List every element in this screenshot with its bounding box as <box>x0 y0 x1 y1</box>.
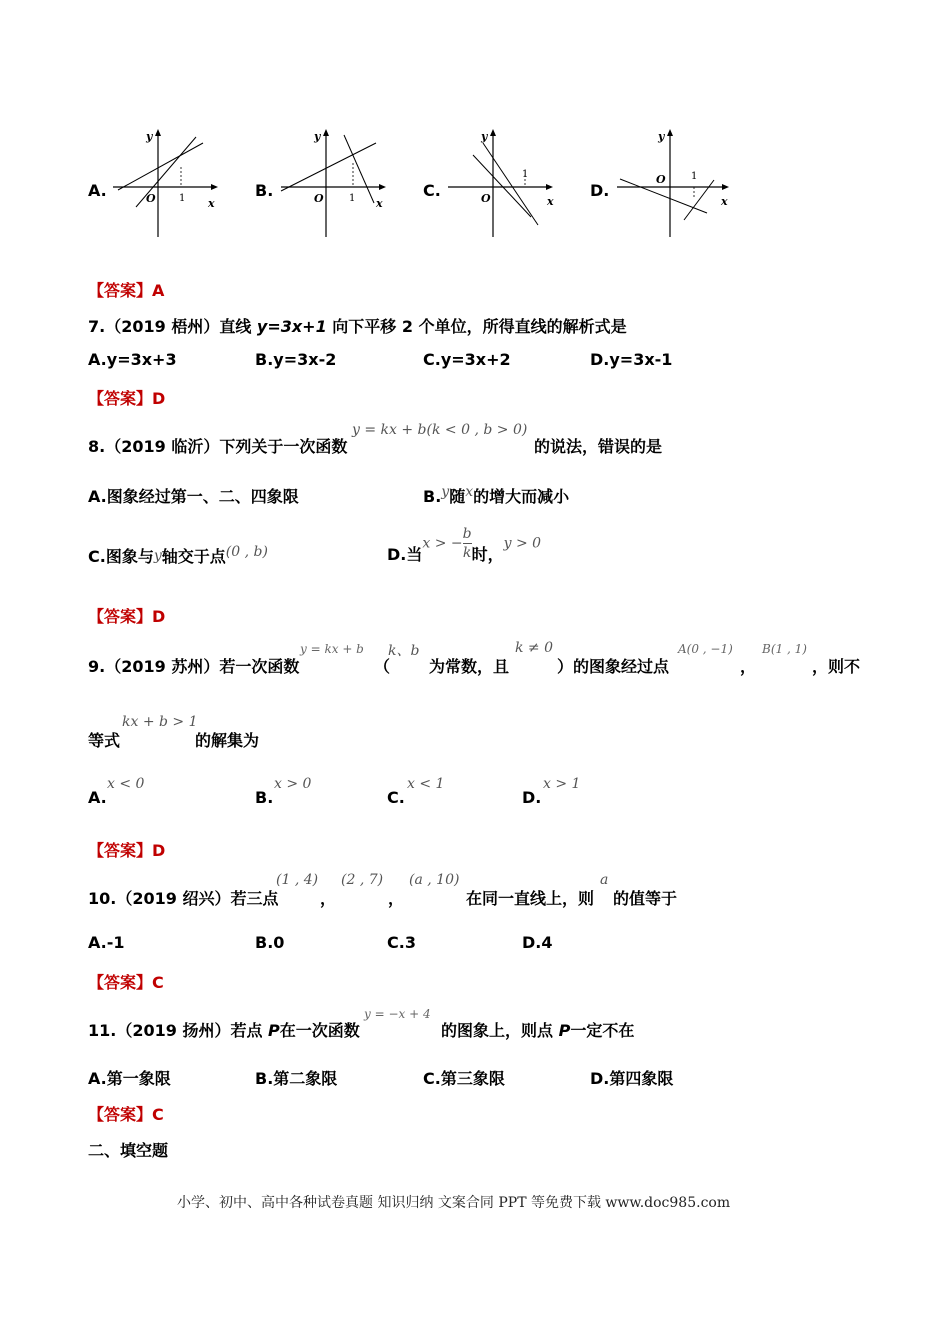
page-footer: 小学、初中、高中各种试卷真题 知识归纳 文案合同 PPT 等免费下载 www.doc985.com <box>177 1195 731 1211</box>
q7-stem-suffix: 向下平移 2 个单位，所得直线的解析式是 <box>326 317 627 336</box>
q11-option-b: B.第二象限 <box>255 1069 338 1088</box>
q10-comma1: ， <box>320 889 337 908</box>
q8-option-b <box>423 484 569 507</box>
q11-stem-mid2: 的图象上，则点 <box>441 1021 559 1040</box>
q11-stem-tail: 一定不在 <box>570 1021 635 1040</box>
svg-text:y: y <box>658 130 665 143</box>
svg-text:1: 1 <box>522 169 529 180</box>
q7-option-d: D.y=3x-1 <box>590 350 673 369</box>
q8-option-d <box>387 522 541 565</box>
q11-stem-prefix: 11.（2019 扬州）若点 <box>88 1021 269 1040</box>
q9-math-constants: k、b <box>388 643 420 659</box>
q10-stem-tail: 的值等于 <box>613 889 678 908</box>
q10-math-point3: (a , 10) <box>409 872 460 888</box>
q10-math-point2: (2 , 7) <box>341 872 384 888</box>
math-var: y <box>441 484 450 500</box>
math-ineq: x > − <box>422 535 463 552</box>
q9-line2-prefix: 等式 <box>88 731 121 750</box>
q8-option-c <box>88 544 268 567</box>
q11-answer: 【答案】C <box>88 1105 164 1124</box>
q10-option-a: A.-1 <box>88 933 125 952</box>
option-text: 轴交于点 <box>161 547 226 566</box>
q9-option-c-math: x < 1 <box>407 776 445 792</box>
q11-math-function: y = −x + 4 <box>364 1007 431 1021</box>
q9-stem-mid1: 为常数，且 <box>429 657 510 676</box>
q9-stem-prefix: 9.（2019 苏州）若一次函数 <box>88 657 300 676</box>
frac-denominator: k <box>462 545 472 561</box>
q7-answer: 【答案】D <box>88 389 166 408</box>
q8-option-a: A.图象经过第一、二、四象限 <box>88 487 299 506</box>
q10-option-b: B.0 <box>255 933 285 952</box>
q9-option-b-math: x > 0 <box>274 776 312 792</box>
q9-option-b-label: B. <box>255 788 274 807</box>
q9-stem-mid2: ）的图象经过点 <box>557 657 670 676</box>
svg-text:y: y <box>314 130 321 143</box>
q11-point-p: P <box>558 1021 571 1040</box>
option-text: C.图象与 <box>88 547 154 566</box>
option-text: D.当 <box>387 545 423 564</box>
q9-line2-suffix: 的解集为 <box>195 731 260 750</box>
graph-d <box>612 125 732 240</box>
q11-stem-start <box>88 1018 360 1041</box>
q11-point-p: P <box>268 1021 280 1040</box>
option-label: B. <box>423 487 442 506</box>
q7-stem <box>88 314 627 337</box>
q10-option-d: D.4 <box>522 933 553 952</box>
q9-option-a-math: x < 0 <box>107 776 145 792</box>
svg-text:O: O <box>314 192 324 205</box>
q10-option-c: C.3 <box>387 933 416 952</box>
q7-option-b: B.y=3x-2 <box>255 350 337 369</box>
q9-math-condition: k ≠ 0 <box>515 640 554 656</box>
q10-stem-mid: 在同一直线上，则 <box>466 889 595 908</box>
q11-option-a: A.第一象限 <box>88 1069 171 1088</box>
q9-math-function: y = kx + b <box>300 642 364 656</box>
q9-option-a-label: A. <box>88 788 107 807</box>
option-text: 的增大而减小 <box>473 487 570 506</box>
option-label: D. <box>590 181 610 200</box>
q11-stem-end <box>441 1018 634 1041</box>
svg-text:x: x <box>547 195 554 208</box>
math-point: (0 , b) <box>225 544 268 560</box>
q10-math-point1: (1 , 4) <box>276 872 319 888</box>
math-var: x <box>465 484 474 500</box>
q8-stem-suffix: 的说法，错误的是 <box>534 437 663 456</box>
q11-option-c: C.第三象限 <box>423 1069 505 1088</box>
q10-comma2: ， <box>388 889 405 908</box>
svg-text:x: x <box>376 197 383 210</box>
option-label: B. <box>255 181 274 200</box>
q11-stem-mid1: 在一次函数 <box>279 1021 360 1040</box>
graph-c <box>443 125 558 240</box>
q8-stem-prefix: 8.（2019 临沂）下列关于一次函数 <box>88 437 348 456</box>
q9-option-c-label: C. <box>387 788 405 807</box>
q6-answer: 【答案】A <box>88 281 165 300</box>
svg-text:y: y <box>481 130 488 143</box>
svg-text:1: 1 <box>349 193 356 204</box>
q9-math-point-a: A(0 , −1) <box>678 642 733 656</box>
q9-stem-tail: ，则不 <box>812 657 861 676</box>
graph-a <box>108 125 223 240</box>
q10-math-var: a <box>600 872 609 888</box>
q7-stem-eq: y=3x+1 <box>256 317 327 336</box>
frac-numerator: b <box>462 526 472 542</box>
svg-text:O: O <box>656 173 666 186</box>
option-label: A. <box>88 181 107 200</box>
section-heading: 二、填空题 <box>88 1141 169 1160</box>
q8-answer: 【答案】D <box>88 607 166 626</box>
svg-text:O: O <box>146 192 156 205</box>
q9-option-d-label: D. <box>522 788 542 807</box>
option-label: C. <box>423 181 441 200</box>
math-fraction <box>463 525 472 562</box>
q10-stem-prefix: 10.（2019 绍兴）若三点 <box>88 889 279 908</box>
q9-option-d-math: x > 1 <box>543 776 581 792</box>
svg-text:x: x <box>208 197 215 210</box>
svg-text:1: 1 <box>179 193 186 204</box>
svg-text:1: 1 <box>691 171 698 182</box>
q7-option-a: A.y=3x+3 <box>88 350 177 369</box>
graph-b <box>276 125 391 240</box>
q9-answer: 【答案】D <box>88 841 166 860</box>
q8-stem-math: y = kx + b(k < 0 , b > 0) <box>352 422 528 438</box>
q9-paren-open: （ <box>374 657 391 676</box>
q9-comma: ， <box>740 657 757 676</box>
math-var: y <box>153 548 162 564</box>
q7-stem-prefix: 7.（2019 梧州）直线 <box>88 317 257 336</box>
svg-text:x: x <box>721 195 728 208</box>
svg-text:y: y <box>146 130 153 143</box>
q9-math-inequality: kx + b > 1 <box>122 714 198 730</box>
q11-option-d: D.第四象限 <box>590 1069 674 1088</box>
q9-math-point-b: B(1 , 1) <box>762 642 807 656</box>
svg-text:O: O <box>481 192 491 205</box>
q7-option-c: C.y=3x+2 <box>423 350 511 369</box>
option-text: 随 <box>449 487 466 506</box>
option-text: 时， <box>471 545 504 564</box>
q10-answer: 【答案】C <box>88 973 164 992</box>
math-ineq: y > 0 <box>503 535 542 552</box>
